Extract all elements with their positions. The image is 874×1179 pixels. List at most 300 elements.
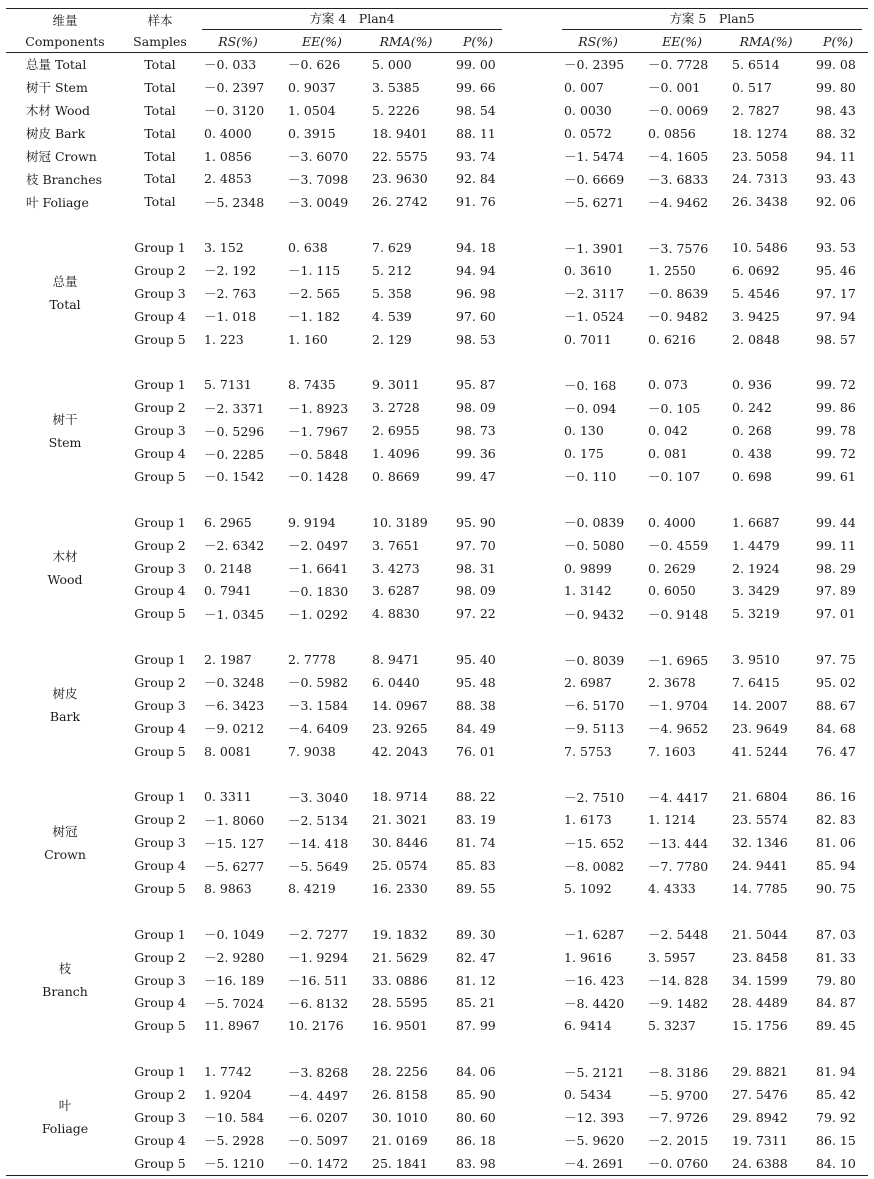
group-label: Group 1 bbox=[134, 377, 186, 393]
table-cell-value: －10. 584 bbox=[204, 1110, 265, 1126]
table-cell-value: 8. 4219 bbox=[288, 881, 336, 896]
table-cell-value: 95. 40 bbox=[456, 652, 496, 668]
group-label: Group 2 bbox=[134, 400, 186, 416]
table-cell-value: 1. 9204 bbox=[204, 1087, 252, 1103]
table-cell-value: 98. 43 bbox=[816, 102, 856, 118]
table-cell-value: 97. 22 bbox=[456, 606, 496, 622]
table-cell-value: 81. 33 bbox=[816, 949, 856, 965]
table-cell-value: 94. 94 bbox=[456, 262, 496, 278]
table-cell-value: －1. 7967 bbox=[288, 423, 349, 439]
table-cell-value: 0. 3311 bbox=[204, 789, 252, 805]
component-en: Wood bbox=[47, 572, 83, 588]
table-cell-value: 21. 3021 bbox=[372, 812, 428, 828]
table-row bbox=[6, 877, 868, 900]
table-cell-value: 8. 0081 bbox=[204, 743, 252, 759]
table-cell-value: 25. 1841 bbox=[364, 1152, 448, 1175]
table-cell-value: －1. 5474 bbox=[564, 149, 625, 164]
plan5-header: 方案 5 Plan5 bbox=[562, 9, 862, 30]
table-cell-value: 2. 129 bbox=[372, 331, 412, 347]
table-cell-value: －4. 4417 bbox=[648, 789, 709, 805]
table-cell-value: 80. 60 bbox=[456, 1109, 496, 1125]
table-cell-value: －2. 763 bbox=[204, 286, 257, 302]
table-cell-value: －0. 5982 bbox=[288, 675, 349, 691]
table-cell-value: －9. 1482 bbox=[648, 995, 709, 1011]
table-cell-value: 4. 8830 bbox=[372, 606, 420, 622]
table-cell-value: －0. 033 bbox=[204, 57, 257, 73]
table-cell-value: －5. 2928 bbox=[204, 1133, 265, 1149]
table-cell-value: 26. 2742 bbox=[372, 194, 428, 210]
table-cell-value: 99. 08 bbox=[816, 56, 856, 72]
table-cell-value: －0. 4559 bbox=[648, 538, 709, 554]
group-label: Group 4 bbox=[134, 308, 186, 324]
table-cell-value: 34. 1599 bbox=[732, 972, 788, 988]
component-group-label bbox=[6, 373, 124, 487]
table-cell-value: 84. 87 bbox=[816, 995, 856, 1011]
table-cell-value: 26. 3438 bbox=[732, 194, 788, 210]
table-cell-value: 3. 2728 bbox=[372, 400, 420, 416]
table-cell-value: 0. 0856 bbox=[648, 125, 696, 141]
table-cell-value: 83. 19 bbox=[456, 812, 496, 828]
table-cell-value: 7. 6415 bbox=[732, 674, 780, 690]
table-cell-value: 5. 358 bbox=[372, 285, 412, 301]
table-cell-value: 85. 21 bbox=[456, 995, 496, 1011]
table-row bbox=[6, 694, 868, 717]
table-cell-value: 0. 007 bbox=[564, 79, 604, 95]
table-cell-value: 30. 8446 bbox=[372, 835, 428, 851]
table-cell-value: 5. 000 bbox=[372, 56, 412, 72]
table-row bbox=[6, 648, 868, 671]
component-cn: 树冠 bbox=[52, 823, 78, 839]
table-cell-value: 0. 4000 bbox=[204, 125, 252, 141]
table-cell-value: －0. 2285 bbox=[204, 446, 265, 462]
table-cell-value: 89. 30 bbox=[456, 926, 496, 942]
component-cn: 树皮 bbox=[52, 686, 78, 702]
table-cell-value: 85. 90 bbox=[456, 1087, 496, 1103]
table-cell-value: 2. 6987 bbox=[564, 674, 612, 690]
component-label: 树冠 Crown bbox=[26, 149, 97, 164]
table-cell-value: －0. 6669 bbox=[564, 171, 625, 187]
group-label: Group 2 bbox=[134, 537, 186, 553]
table-cell-value: －0. 110 bbox=[564, 469, 617, 485]
table-cell-value: 21. 5629 bbox=[372, 949, 428, 965]
table-cell-value: 0. 081 bbox=[648, 446, 688, 462]
table-cell-value: 88. 11 bbox=[456, 125, 496, 141]
table-row bbox=[6, 167, 868, 190]
table-cell-value: －3. 3040 bbox=[288, 789, 349, 805]
table-cell-value: －0. 2395 bbox=[564, 57, 625, 73]
table-cell-value: 1. 0856 bbox=[204, 148, 252, 164]
group-label: Group 1 bbox=[134, 789, 186, 805]
table-cell-value: 0. 268 bbox=[732, 423, 772, 439]
table-cell-value: 89. 45 bbox=[816, 1018, 856, 1034]
table-cell-value: －9. 5113 bbox=[564, 721, 625, 737]
table-row bbox=[6, 946, 868, 969]
table-row bbox=[6, 557, 868, 580]
table-cell-value: 24. 9441 bbox=[732, 858, 788, 874]
table-cell-value: －6. 8132 bbox=[288, 995, 349, 1011]
component-en: Branch bbox=[42, 984, 88, 1000]
table-cell-value: 11. 8967 bbox=[204, 1018, 260, 1034]
table-cell-value: －0. 626 bbox=[288, 57, 341, 73]
table-cell-value: 1. 6687 bbox=[732, 514, 780, 530]
table-cell-value: 18. 1274 bbox=[732, 125, 788, 141]
table-row bbox=[6, 442, 868, 465]
table-cell-value: 1. 7742 bbox=[204, 1064, 252, 1080]
table-cell-value: 0. 042 bbox=[648, 423, 688, 439]
table-cell-value: 2. 0848 bbox=[732, 331, 780, 347]
table-cell-value: 0. 5434 bbox=[564, 1087, 612, 1103]
table-cell-value: －0. 3248 bbox=[204, 675, 265, 691]
table-cell-value: 81. 12 bbox=[456, 972, 496, 988]
table-cell-value: 14. 0967 bbox=[372, 697, 428, 713]
component-group-label bbox=[6, 511, 124, 625]
table-cell-value: －1. 115 bbox=[288, 263, 341, 279]
table-cell-value: 93. 74 bbox=[456, 148, 496, 164]
results-table bbox=[6, 8, 868, 1176]
table-cell-value: －0. 0839 bbox=[564, 515, 625, 531]
table-row bbox=[6, 373, 868, 396]
table-cell-value: 14. 7785 bbox=[732, 881, 788, 896]
table-cell-value: 87. 03 bbox=[816, 926, 856, 942]
table-cell-value: 99. 72 bbox=[816, 377, 856, 393]
table-cell-value: 23. 5574 bbox=[732, 812, 788, 828]
table-cell-value: －5. 9620 bbox=[564, 1133, 625, 1149]
table-cell-value: －0. 9432 bbox=[564, 606, 625, 622]
table-cell-value: －0. 9482 bbox=[648, 309, 709, 325]
col-ee-plan5: EE(%) bbox=[640, 30, 724, 53]
table-cell-value: 84. 10 bbox=[808, 1152, 868, 1175]
table-cell-value: 96. 98 bbox=[456, 285, 496, 301]
table-cell-value: 7. 629 bbox=[372, 240, 412, 256]
table-cell-value: －1. 0292 bbox=[288, 606, 349, 622]
table-cell-value: －5. 6277 bbox=[204, 858, 265, 874]
table-row bbox=[6, 969, 868, 992]
table-cell-value: 23. 5058 bbox=[732, 148, 788, 164]
table-cell-value: 28. 4489 bbox=[732, 995, 788, 1011]
table-cell-value: 97. 70 bbox=[456, 537, 496, 553]
table-cell-value: －0. 5296 bbox=[204, 423, 265, 439]
header-row-2 bbox=[6, 30, 868, 53]
table-row bbox=[6, 740, 868, 763]
component-label: 叶 Foliage bbox=[26, 194, 89, 210]
table-cell-value: 3. 6287 bbox=[372, 583, 420, 599]
table-body bbox=[6, 53, 868, 1176]
table-cell-value: －3. 6070 bbox=[288, 149, 349, 164]
group-label: Group 3 bbox=[134, 560, 186, 576]
table-cell-value: －1. 6641 bbox=[288, 561, 349, 577]
table-cell-value: 98. 54 bbox=[456, 102, 496, 118]
table-cell-value: 99. 80 bbox=[816, 79, 856, 95]
table-cell-value: 88. 22 bbox=[456, 789, 496, 805]
component-en: Foliage bbox=[41, 1121, 89, 1137]
table-cell-value: －1. 0524 bbox=[564, 309, 625, 325]
group-label: Group 3 bbox=[134, 1109, 186, 1125]
table-cell-value: 21. 5044 bbox=[732, 926, 788, 942]
table-row bbox=[6, 53, 868, 76]
header-row-1 bbox=[6, 9, 868, 31]
table-cell-value: 95. 48 bbox=[456, 674, 496, 690]
table-cell-value: 5. 3219 bbox=[732, 606, 780, 622]
table-cell-value: 5. 2226 bbox=[372, 102, 420, 118]
group-label: Group 1 bbox=[134, 1064, 186, 1080]
table-cell-value: －1. 9704 bbox=[648, 698, 709, 714]
table-cell-value: 0. 3610 bbox=[564, 262, 612, 278]
group-label: Group 4 bbox=[134, 1132, 186, 1148]
table-cell-value: 79. 80 bbox=[816, 972, 856, 988]
component-label: 树皮 Bark bbox=[26, 126, 86, 142]
group-label: Group 4 bbox=[134, 446, 186, 462]
table-cell-value: －6. 0207 bbox=[288, 1110, 349, 1126]
table-cell-value: 22. 5575 bbox=[372, 148, 428, 164]
table-cell-value: 81. 74 bbox=[456, 835, 496, 851]
table-row bbox=[6, 259, 868, 282]
table-cell-value: 24. 7313 bbox=[732, 171, 788, 187]
table-cell-value: 6. 9414 bbox=[564, 1018, 612, 1034]
table-cell-value: 23. 9630 bbox=[372, 171, 428, 187]
table-cell-value: 9. 3011 bbox=[372, 377, 420, 393]
table-cell-value: 1. 3142 bbox=[564, 583, 612, 599]
dim-header-cn: 维量 bbox=[6, 9, 124, 31]
table-cell-value: －0. 8039 bbox=[564, 652, 625, 668]
table-cell-value: 23. 9649 bbox=[732, 720, 788, 736]
samples-header-en: Samples bbox=[124, 30, 196, 53]
table-cell-value: －0. 5097 bbox=[288, 1133, 349, 1149]
table-cell-value: 88. 32 bbox=[816, 125, 856, 141]
group-label: Group 5 bbox=[134, 606, 186, 622]
group-label: Group 2 bbox=[134, 674, 186, 690]
table-cell-value: －2. 9280 bbox=[204, 950, 265, 966]
table-cell-value: －5. 2121 bbox=[564, 1064, 625, 1080]
group-label: Group 2 bbox=[134, 949, 186, 965]
table-row bbox=[6, 1014, 868, 1037]
group-label: Group 1 bbox=[134, 240, 186, 256]
table-row bbox=[6, 465, 868, 488]
table-cell-value: 99. 00 bbox=[456, 56, 496, 72]
table-cell-value: －16. 511 bbox=[288, 973, 349, 989]
group-label: Group 5 bbox=[134, 743, 186, 759]
table-cell-value: －0. 168 bbox=[564, 377, 617, 393]
table-cell-value: －0. 7728 bbox=[648, 57, 709, 73]
table-cell-value: －0. 3120 bbox=[204, 103, 265, 119]
table-cell-value: 93. 43 bbox=[816, 171, 856, 187]
table-cell-value: －5. 7024 bbox=[204, 995, 265, 1011]
group-label: Group 3 bbox=[134, 972, 186, 988]
table-cell-value: 4. 539 bbox=[372, 308, 412, 324]
table-cell-value: 8. 7435 bbox=[288, 377, 336, 393]
table-cell-value: 0. 698 bbox=[732, 468, 772, 484]
table-cell-value: 8. 9471 bbox=[372, 652, 420, 668]
table-cell-value: －4. 4497 bbox=[288, 1087, 349, 1103]
col-p-plan4: P(%) bbox=[448, 30, 508, 53]
group-label: Group 3 bbox=[134, 423, 186, 439]
table-cell-value: 5. 4546 bbox=[732, 285, 780, 301]
component-group-label bbox=[6, 1060, 124, 1175]
table-cell-value: 95. 87 bbox=[456, 377, 496, 393]
component-label: 枝 Branches bbox=[26, 171, 103, 187]
table-cell-value: 88. 67 bbox=[816, 697, 856, 713]
table-cell-value: －0. 1830 bbox=[288, 583, 349, 599]
plan4-header: 方案 4 Plan4 bbox=[202, 9, 502, 30]
table-cell-value: 85. 94 bbox=[816, 858, 856, 874]
table-cell-value: 0. 936 bbox=[732, 377, 772, 393]
group-label: Group 1 bbox=[134, 926, 186, 942]
table-cell-value: 18. 9714 bbox=[372, 789, 428, 805]
table-cell-value: 2. 7778 bbox=[288, 652, 336, 668]
table-cell-value: 0. 9899 bbox=[564, 560, 612, 576]
table-cell-value: 2. 3678 bbox=[648, 674, 696, 690]
table-cell-value: 90. 75 bbox=[816, 881, 856, 896]
table-cell-value: 5. 3237 bbox=[648, 1018, 696, 1034]
table-cell-value: 0. 7941 bbox=[204, 583, 252, 599]
table-cell-value: 21. 6804 bbox=[732, 789, 788, 805]
table-row bbox=[6, 511, 868, 534]
table-cell-value: 0. 242 bbox=[732, 400, 772, 416]
table-cell-value: －0. 1472 bbox=[280, 1152, 364, 1175]
table-cell-value: －8. 4420 bbox=[564, 995, 625, 1011]
table-cell-value: 93. 53 bbox=[816, 240, 856, 256]
table-cell-value: 1. 223 bbox=[204, 331, 244, 347]
table-row bbox=[6, 717, 868, 740]
component-cn: 枝 bbox=[58, 961, 72, 977]
component-cn: 总量 bbox=[52, 274, 78, 290]
table-cell-value: 0. 0572 bbox=[564, 125, 612, 141]
group-label: Group 4 bbox=[134, 858, 186, 874]
table-cell-value: －5. 6271 bbox=[564, 194, 625, 210]
table-cell-value: －5. 2348 bbox=[204, 194, 265, 210]
table-row bbox=[6, 396, 868, 419]
sample-label: Total bbox=[144, 194, 176, 210]
table-cell-value: 87. 99 bbox=[456, 1018, 496, 1034]
table-row bbox=[6, 602, 868, 625]
table-cell-value: 0. 6050 bbox=[648, 583, 696, 599]
table-cell-value: 98. 57 bbox=[816, 331, 856, 347]
table-cell-value: 0. 2148 bbox=[204, 560, 252, 576]
table-cell-value: －2. 565 bbox=[288, 286, 341, 302]
table-row bbox=[6, 99, 868, 122]
table-cell-value: 97. 60 bbox=[456, 308, 496, 324]
table-cell-value: －9. 0212 bbox=[204, 721, 265, 737]
group-label: Group 5 bbox=[134, 331, 186, 347]
table-cell-value: 89. 55 bbox=[456, 881, 496, 896]
table-cell-value: －0. 0760 bbox=[640, 1152, 724, 1175]
table-cell-value: 81. 94 bbox=[816, 1064, 856, 1080]
group-label: Group 3 bbox=[134, 835, 186, 851]
table-cell-value: －2. 192 bbox=[204, 263, 257, 279]
table-cell-value: 81. 06 bbox=[816, 835, 856, 851]
table-cell-value: 2. 4853 bbox=[204, 171, 252, 187]
table-cell-value: 21. 0169 bbox=[372, 1132, 428, 1148]
table-cell-value: 3. 4273 bbox=[372, 560, 420, 576]
table-cell-value: 99. 61 bbox=[816, 468, 856, 484]
table-cell-value: －5. 5649 bbox=[288, 858, 349, 874]
table-cell-value: 3. 152 bbox=[204, 240, 244, 256]
table-cell-value: －0. 5848 bbox=[288, 446, 349, 462]
table-row bbox=[6, 786, 868, 809]
col-rma-plan4: RMA(%) bbox=[364, 30, 448, 53]
table-cell-value: 95. 90 bbox=[456, 514, 496, 530]
table-cell-value: －16. 423 bbox=[564, 973, 625, 989]
table-cell-value: 98. 09 bbox=[456, 583, 496, 599]
table-cell-value: 10. 5486 bbox=[732, 240, 788, 256]
col-rma-plan5: RMA(%) bbox=[724, 30, 808, 53]
table-cell-value: 5. 6514 bbox=[732, 56, 780, 72]
table-row bbox=[6, 76, 868, 99]
sample-label: Total bbox=[144, 79, 176, 95]
table-cell-value: 98. 73 bbox=[456, 423, 496, 439]
table-cell-value: －0. 107 bbox=[648, 469, 701, 485]
table-cell-value: 82. 47 bbox=[456, 949, 496, 965]
table-cell-value: －2. 6342 bbox=[204, 538, 265, 554]
table-cell-value: 84. 49 bbox=[456, 720, 496, 736]
table-cell-value: 23. 8458 bbox=[732, 949, 788, 965]
group-label: Group 2 bbox=[134, 262, 186, 278]
table-cell-value: 5. 1092 bbox=[564, 881, 612, 896]
table-cell-value: －1. 9294 bbox=[288, 950, 349, 966]
table-cell-value: 16. 2330 bbox=[372, 881, 428, 896]
table-cell-value: 1. 160 bbox=[288, 331, 328, 347]
table-cell-value: 10. 3189 bbox=[372, 514, 428, 530]
table-cell-value: 0. 7011 bbox=[564, 331, 612, 347]
table-cell-value: 99. 72 bbox=[816, 446, 856, 462]
group-label: Group 1 bbox=[134, 652, 186, 668]
group-label: Group 4 bbox=[134, 583, 186, 599]
table-cell-value: 97. 75 bbox=[816, 652, 856, 668]
table-row bbox=[6, 236, 868, 259]
table-cell-value: 79. 92 bbox=[816, 1109, 856, 1125]
table-cell-value: 2. 1924 bbox=[732, 560, 780, 576]
table-cell-value: 16. 9501 bbox=[372, 1018, 428, 1034]
table-cell-value: 2. 7827 bbox=[732, 102, 780, 118]
table-cell-value: 26. 8158 bbox=[372, 1087, 428, 1103]
col-p-plan5: P(%) bbox=[808, 30, 868, 53]
table-cell-value: 25. 0574 bbox=[372, 858, 428, 874]
table-cell-value: －0. 001 bbox=[648, 80, 701, 96]
table-row bbox=[6, 579, 868, 602]
table-cell-value: －8. 3186 bbox=[648, 1064, 709, 1080]
table-row bbox=[6, 831, 868, 854]
table-cell-value: －2. 7277 bbox=[288, 927, 349, 943]
group-label: Group 5 bbox=[134, 881, 186, 896]
table-cell-value: －0. 1428 bbox=[288, 469, 349, 485]
table-cell-value: －1. 8060 bbox=[204, 812, 265, 828]
table-cell-value: 5. 7131 bbox=[204, 377, 252, 393]
table-cell-value: 3. 7651 bbox=[372, 537, 420, 553]
table-cell-value: －1. 8923 bbox=[288, 400, 349, 416]
table-cell-value: 0. 2629 bbox=[648, 560, 696, 576]
table-cell-value: －8. 0082 bbox=[564, 858, 625, 874]
table-cell-value: －7. 7780 bbox=[648, 858, 709, 874]
group-label: Group 3 bbox=[134, 697, 186, 713]
group-label: Group 3 bbox=[134, 285, 186, 301]
table-cell-value: 86. 15 bbox=[816, 1132, 856, 1148]
table-cell-value: －0. 8639 bbox=[648, 286, 709, 302]
table-cell-value: 86. 16 bbox=[816, 789, 856, 805]
table-cell-value: 7. 1603 bbox=[648, 743, 696, 759]
table-cell-value: 0. 130 bbox=[564, 423, 604, 439]
table-cell-value: 28. 2256 bbox=[372, 1064, 428, 1080]
component-group-label bbox=[6, 786, 124, 900]
table-cell-value: －3. 8268 bbox=[288, 1064, 349, 1080]
table-row bbox=[6, 145, 868, 168]
table-cell-value: 0. 9037 bbox=[288, 79, 336, 95]
table-cell-value: －0. 9148 bbox=[648, 606, 709, 622]
table-cell-value: 5. 212 bbox=[372, 262, 412, 278]
table-cell-value: 3. 5957 bbox=[648, 949, 696, 965]
table-cell-value: 99. 78 bbox=[816, 423, 856, 439]
table-cell-value: 41. 5244 bbox=[732, 743, 788, 759]
table-cell-value: 7. 9038 bbox=[288, 743, 336, 759]
table-row bbox=[6, 992, 868, 1015]
